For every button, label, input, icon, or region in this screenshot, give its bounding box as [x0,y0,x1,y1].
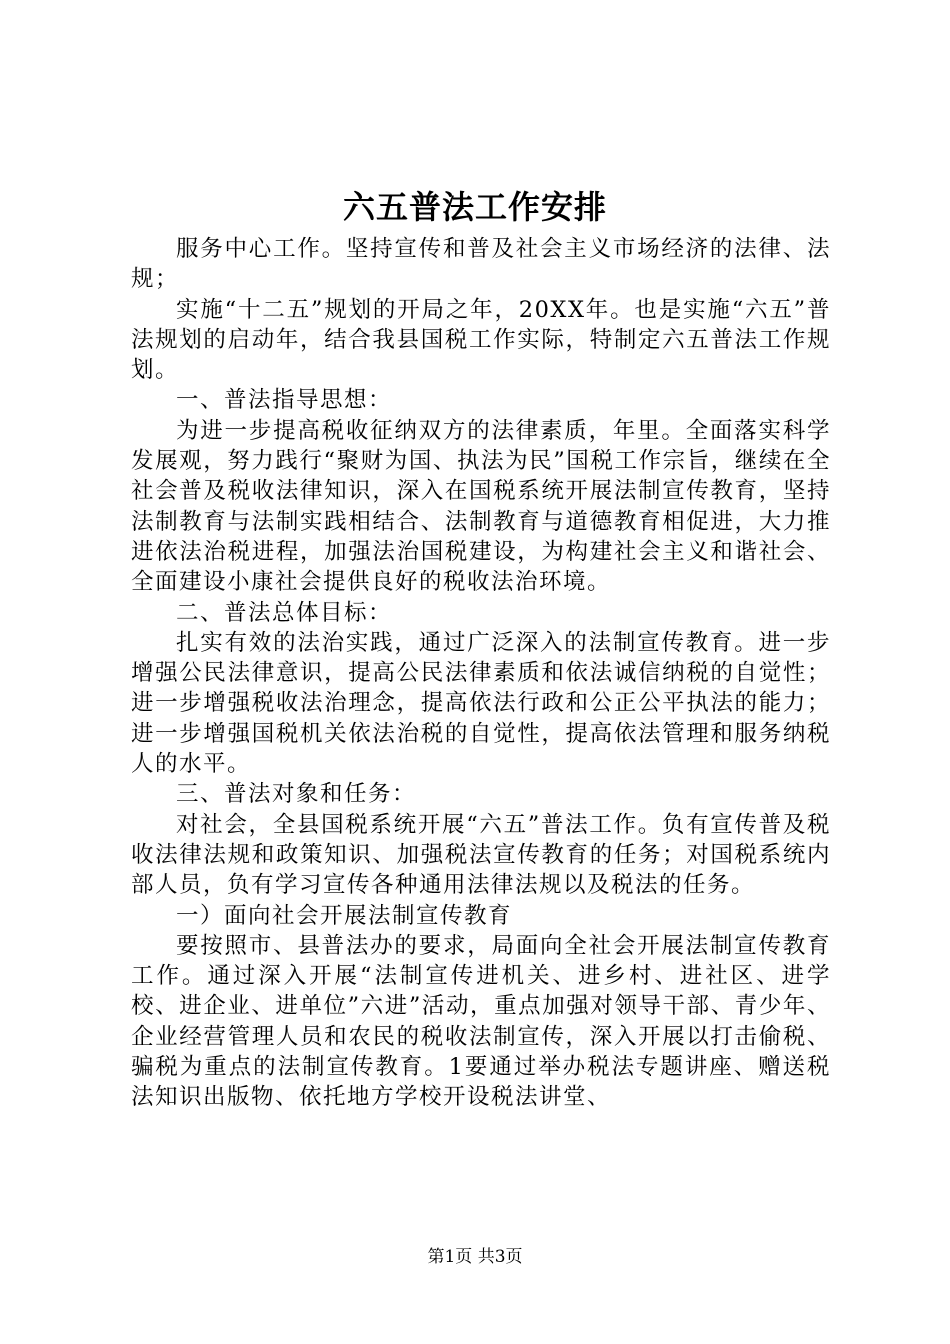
paragraph: 扎实有效的法治实践，通过广泛深入的法制宣传教育。进一步增强公民法律意识，提高公民法律素质和依法诚信纳税的自觉性；进一步增强税收法治理念，提高依法行政和公正公平执法的能力；进一步增强国税机关依法治税的自觉性，提高依法管理和服务纳税人的水平。 [131,629,831,778]
document-title: 六五普法工作安排 [342,188,607,226]
document-body [131,234,831,1113]
section-heading: 二、普法总体目标： [176,599,393,626]
page-footer: 第1页 共3页 [427,1247,523,1267]
paragraph: 对社会，全县国税系统开展“六五”普法工作。负有宣传普及税收法律法规和政策知识、加强税法宣传教育的任务；对国税系统内部人员，负有学习宣传各种通用法律法规以及税法的任务。 [131,811,831,899]
paragraph: 实施“十二五”规划的开局之年，20XX年。也是实施“六五”普法规划的启动年，结合我县国税工作实际，特制定六五普法工作规划。 [131,296,831,384]
section-heading: 一、普法指导思想： [176,387,393,414]
paragraph: 服务中心工作。坚持宣传和普及社会主义市场经济的法律、法规； [131,236,831,293]
section-heading: 三、普法对象和任务： [176,781,417,808]
subsection-heading: 一）面向社会开展法制宣传教育 [176,902,513,929]
paragraph: 为进一步提高税收征纳双方的法律素质，年里。全面落实科学发展观，努力践行“聚财为国、执法为民”国税工作宗旨，继续在全社会普及税收法律知识，深入在国税系统开展法制宣传教育，坚持法制教育与法制实践相结合、法制教育与道德教育相促进，大力推进依法治税进程，加强法治国税建设，为构建社会主义和谐社会、全面建设小康社会提供良好的税收法治环境。 [131,417,831,596]
paragraph: 要按照市、县普法办的要求，局面向全社会开展法制宣传教育工作。通过深入开展“法制宣传进机关、进乡村、进社区、进学校、进企业、进单位”六进”活动，重点加强对领导干部、青少年、企业经营管理人员和农民的税收法制宣传，深入开展以打击偷税、骗税为重点的法制宣传教育。1要通过举办税法专题讲座、赠送税法知识出版物、依托地方学校开设税法讲堂、 [131,932,831,1111]
